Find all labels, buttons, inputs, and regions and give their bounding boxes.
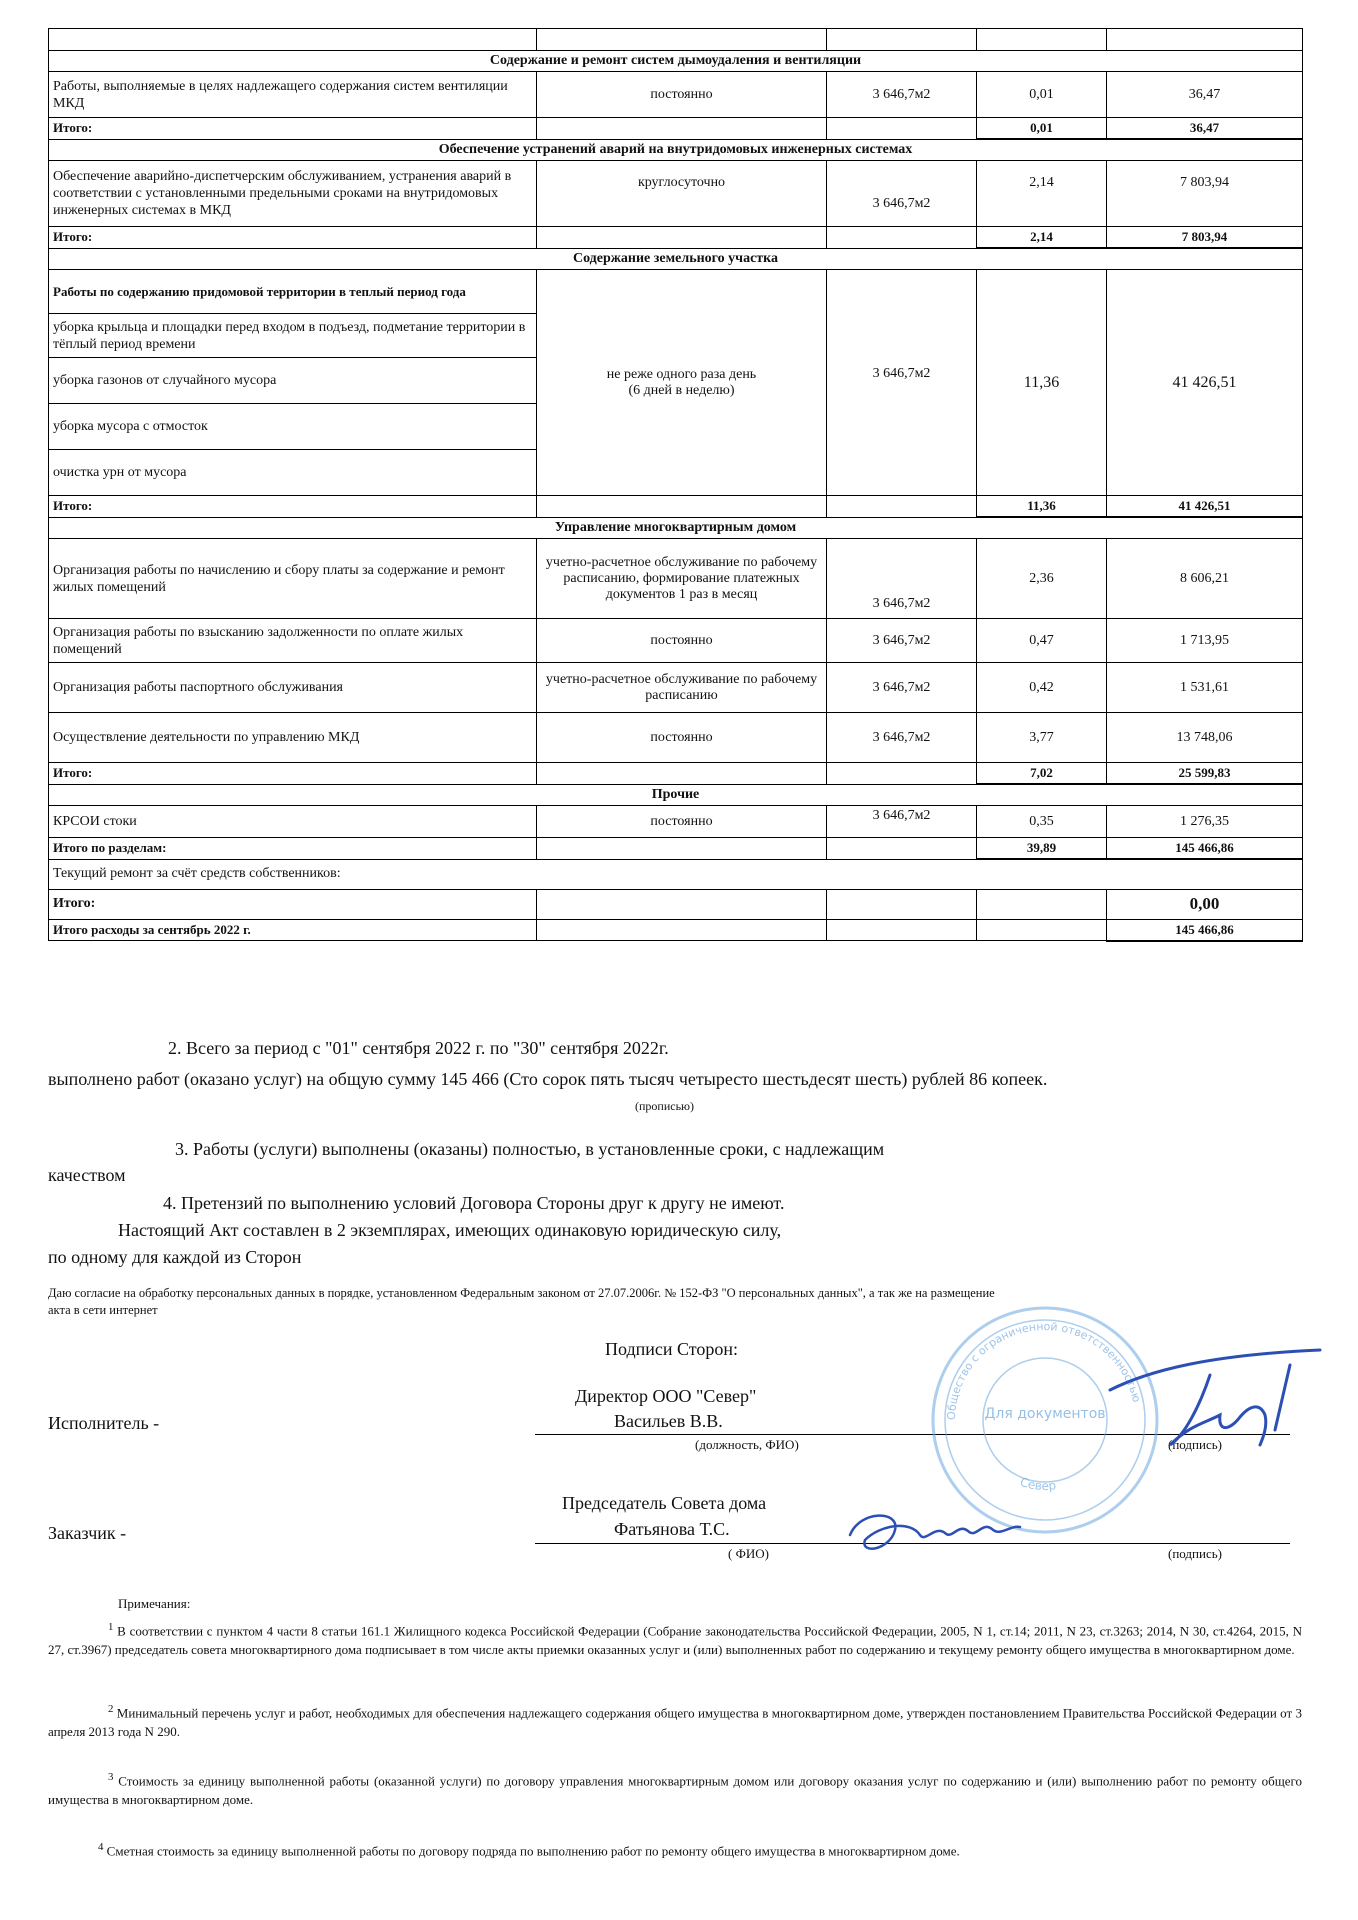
total-rate: 11,36 xyxy=(977,496,1107,518)
note-2 xyxy=(48,1700,1302,1741)
total-rate: 39,89 xyxy=(977,838,1107,860)
note-3-text: Стоимость за единицу выполненной работы (оказанной услуги) по договору управления многоквартирным домом или договору оказания услуг по содержанию и (или) выполнению работ по ремонту общего имущества в многоквартирном доме. xyxy=(48,1773,1303,1808)
service-sum: 8 606,21 xyxy=(1107,539,1303,619)
table-row xyxy=(49,539,1303,619)
table-row xyxy=(49,72,1303,118)
section-title-vent: Содержание и ремонт систем дымоудаления и вентиляции xyxy=(49,51,1303,72)
service-area: 3 646,7м2 xyxy=(827,713,977,763)
signatures-title: Подписи Сторон: xyxy=(605,1339,739,1359)
table-row xyxy=(49,889,1303,919)
service-name: Осуществление деятельности по управлению МКД xyxy=(49,713,537,763)
service-name: очистка урн от мусора xyxy=(49,450,537,496)
service-sum: 41 426,51 xyxy=(1107,270,1303,496)
customer-position: Председатель Совета дома xyxy=(562,1493,767,1513)
table-row xyxy=(49,859,1303,889)
customer-label: Заказчик - xyxy=(48,1523,127,1543)
service-name: уборка мусора с отмосток xyxy=(49,404,537,450)
service-sum: 13 748,06 xyxy=(1107,713,1303,763)
service-rate: 2,14 xyxy=(977,161,1107,227)
paragraph-2-line-1: 2. Всего за период с "01" сентября 2022 г. по "30" сентября 2022г. xyxy=(168,1038,669,1058)
executor-label: Исполнитель - xyxy=(48,1413,160,1433)
section-title-land: Содержание земельного участка xyxy=(49,248,1303,270)
section-header-row xyxy=(49,51,1303,72)
consent-line-2: акта в сети интернет xyxy=(48,1303,158,1317)
current-repair-label: Текущий ремонт за счёт средств собственников: xyxy=(49,859,1303,889)
total-label: Итого: xyxy=(49,227,537,249)
note-3 xyxy=(48,1768,1302,1809)
service-rate: 3,77 xyxy=(977,713,1107,763)
note-1-text: В соответствии с пунктом 4 части 8 статьи 161.1 Жилищного кодекса Российской Федерации (Собрание законодательства Российской Федерации, 2005, N 1, ст.14; 2011, N 23, ст.3263; 2014, N 30, ст.4264, 2015, N 27, ст.3967) председатель совета многоквартирного дома подписывает в том числе акты приемки оказанных услуг и (или) выполненных работ по содержанию и текущему ремонту общего имущества в многоквартирном доме. xyxy=(48,1623,1302,1658)
total-label: Итого по разделам: xyxy=(49,838,537,860)
total-sum: 36,47 xyxy=(1107,118,1303,140)
total-sum: 25 599,83 xyxy=(1107,763,1303,785)
service-area: 3 646,7м2 xyxy=(827,72,977,118)
section-title-other: Прочие xyxy=(49,784,1303,806)
month-total-sum: 145 466,86 xyxy=(1107,919,1303,941)
total-row xyxy=(49,763,1303,785)
total-row xyxy=(49,919,1303,941)
month-total-label: Итого расходы за сентябрь 2022 г. xyxy=(49,919,537,941)
service-period: круглосуточно xyxy=(537,161,827,227)
repair-total-label: Итого: xyxy=(49,889,537,919)
service-name: уборка крыльца и площадки перед входом в подъезд, подметание территории в тёплый период времени xyxy=(49,314,537,358)
service-name: Работы, выполняемые в целях надлежащего содержания систем вентиляции МКД xyxy=(49,72,537,118)
notes-title: Примечания: xyxy=(118,1596,191,1611)
total-label: Итого: xyxy=(49,496,537,518)
customer-sign-caption: (подпись) xyxy=(1168,1546,1222,1561)
note-1-mark: 1 xyxy=(108,1621,114,1633)
service-period xyxy=(537,270,827,496)
table-cell xyxy=(977,29,1107,51)
table-cell xyxy=(49,29,537,51)
service-area: 3 646,7м2 xyxy=(827,663,977,713)
note-2-mark: 2 xyxy=(108,1703,114,1715)
section-title-mgmt: Управление многоквартирным домом xyxy=(49,517,1303,539)
service-period: постоянно xyxy=(537,619,827,663)
paragraph-2-line-2: выполнено работ (оказано услуг) на общую сумму 145 466 (Сто сорок пять тысяч четыресто шестьдесят шесть) рублей 86 копеек. xyxy=(48,1069,1048,1089)
section-header-row xyxy=(49,784,1303,806)
service-rate: 0,47 xyxy=(977,619,1107,663)
service-period: постоянно xyxy=(537,806,827,838)
table-row xyxy=(49,713,1303,763)
service-name: Работы по содержанию придомовой территории в теплый период года xyxy=(49,270,537,314)
table-row xyxy=(49,270,1303,314)
executor-sign-caption: (подпись) xyxy=(1168,1437,1222,1452)
section-header-row xyxy=(49,248,1303,270)
note-4-mark: 4 xyxy=(98,1841,104,1853)
section-header-row xyxy=(49,139,1303,161)
service-rate: 2,36 xyxy=(977,539,1107,619)
note-2-text: Минимальный перечень услуг и работ, необходимых для обеспечения надлежащего содержания общего имущества в многоквартирном доме, утвержден постановлением Правительства Российской Федерации от 3 апреля 2013 года N 290. xyxy=(48,1705,1303,1740)
paragraph-4: 4. Претензий по выполнению условий Договора Стороны друг к другу не имеют. xyxy=(163,1193,785,1213)
table-cell xyxy=(537,29,827,51)
repair-total-sum: 0,00 xyxy=(1107,889,1303,919)
service-rate: 0,42 xyxy=(977,663,1107,713)
executor-caption: (должность, ФИО) xyxy=(695,1437,799,1452)
total-sum: 7 803,94 xyxy=(1107,227,1303,249)
service-sum: 1 713,95 xyxy=(1107,619,1303,663)
stamp-bottom-text: Север xyxy=(1018,1474,1057,1493)
section-title-avar: Обеспечение устранений аварий на внутридомовых инженерных системах xyxy=(49,139,1303,161)
executor-signature xyxy=(1090,1345,1350,1455)
service-sum: 1 531,61 xyxy=(1107,663,1303,713)
total-row xyxy=(49,496,1303,518)
customer-signature xyxy=(840,1495,1040,1565)
total-rate: 7,02 xyxy=(977,763,1107,785)
total-rate: 0,01 xyxy=(977,118,1107,140)
executor-name: Васильев В.В. xyxy=(614,1411,723,1431)
table-row xyxy=(49,663,1303,713)
service-name: уборка газонов от случайного мусора xyxy=(49,358,537,404)
table-row xyxy=(49,29,1303,51)
service-sum: 1 276,35 xyxy=(1107,806,1303,838)
service-rate: 0,01 xyxy=(977,72,1107,118)
table-cell xyxy=(827,29,977,51)
service-period: постоянно xyxy=(537,713,827,763)
service-name: КРСОИ стоки xyxy=(49,806,537,838)
customer-name: Фатьянова Т.С. xyxy=(614,1519,730,1539)
total-row xyxy=(49,118,1303,140)
paragraph-5-line-2: по одному для каждой из Сторон xyxy=(48,1247,302,1267)
service-area: 3 646,7м2 xyxy=(827,619,977,663)
executor-position: Директор ООО "Север" xyxy=(575,1386,757,1406)
table-cell xyxy=(1107,29,1303,51)
service-period: учетно-расчетное обслуживание по рабочему расписанию xyxy=(537,663,827,713)
total-sum: 41 426,51 xyxy=(1107,496,1303,518)
total-label: Итого: xyxy=(49,118,537,140)
total-sum: 145 466,86 xyxy=(1107,838,1303,860)
stamp-inner-text: Для документов xyxy=(984,1406,1106,1422)
service-rate: 11,36 xyxy=(977,270,1107,496)
paragraph-3-line-1: 3. Работы (услуги) выполнены (оказаны) полностью, в установленные сроки, с надлежащим xyxy=(175,1139,885,1159)
svg-text:Север xyxy=(1018,1475,1056,1493)
paragraph-5-line-1: Настоящий Акт составлен в 2 экземплярах, имеющих одинаковую юридическую силу, xyxy=(118,1220,782,1240)
note-4-text: Сметная стоимость за единицу выполненной работы по договору подряда по выполнению работ по ремонту общего имущества в многоквартирном доме. xyxy=(106,1843,960,1859)
service-area: 3 646,7м2 xyxy=(827,806,977,838)
service-name: Обеспечение аварийно-диспетчерским обслуживанием, устранения аварий в соответствии с установленными предельными сроками на внутридомовых инженерных системах в МКД xyxy=(49,161,537,227)
service-period: учетно-расчетное обслуживание по рабочему расписанию, формирование платежных документов 1 раз в месяц xyxy=(537,539,827,619)
service-name: Организация работы по взысканию задолженности по оплате жилых помещений xyxy=(49,619,537,663)
service-rate: 0,35 xyxy=(977,806,1107,838)
total-label: Итого: xyxy=(49,763,537,785)
period-line: (6 дней в неделю) xyxy=(628,382,735,398)
note-1 xyxy=(48,1618,1302,1659)
note-3-mark: 3 xyxy=(108,1771,114,1783)
service-area: 3 646,7м2 xyxy=(827,270,977,496)
propis-caption: (прописью) xyxy=(635,1099,695,1113)
total-rate: 2,14 xyxy=(977,227,1107,249)
service-sum: 7 803,94 xyxy=(1107,161,1303,227)
service-name: Организация работы по начислению и сбору платы за содержание и ремонт жилых помещений xyxy=(49,539,537,619)
service-period: постоянно xyxy=(537,72,827,118)
note-4 xyxy=(48,1838,1302,1860)
table-row xyxy=(49,161,1303,227)
stamp-outer-text: Общество с ограниченной ответственностью xyxy=(944,1319,1144,1421)
table-row xyxy=(49,619,1303,663)
service-sum: 36,47 xyxy=(1107,72,1303,118)
consent-line-1: Даю согласие на обработку персональных данных в порядке, установленном Федеральным законом от 27.07.2006г. № 152-ФЗ "О персональных данных", а так же на размещение xyxy=(48,1286,995,1300)
service-area: 3 646,7м2 xyxy=(827,161,977,227)
section-header-row xyxy=(49,517,1303,539)
total-row xyxy=(49,227,1303,249)
service-name: Организация работы паспортного обслуживания xyxy=(49,663,537,713)
table-row xyxy=(49,806,1303,838)
service-area: 3 646,7м2 xyxy=(827,539,977,619)
total-row xyxy=(49,838,1303,860)
customer-caption: ( ФИО) xyxy=(728,1546,769,1561)
services-table xyxy=(48,28,1303,942)
period-line: не реже одного раза день xyxy=(606,366,757,382)
paragraph-3-line-2: качеством xyxy=(48,1165,126,1185)
